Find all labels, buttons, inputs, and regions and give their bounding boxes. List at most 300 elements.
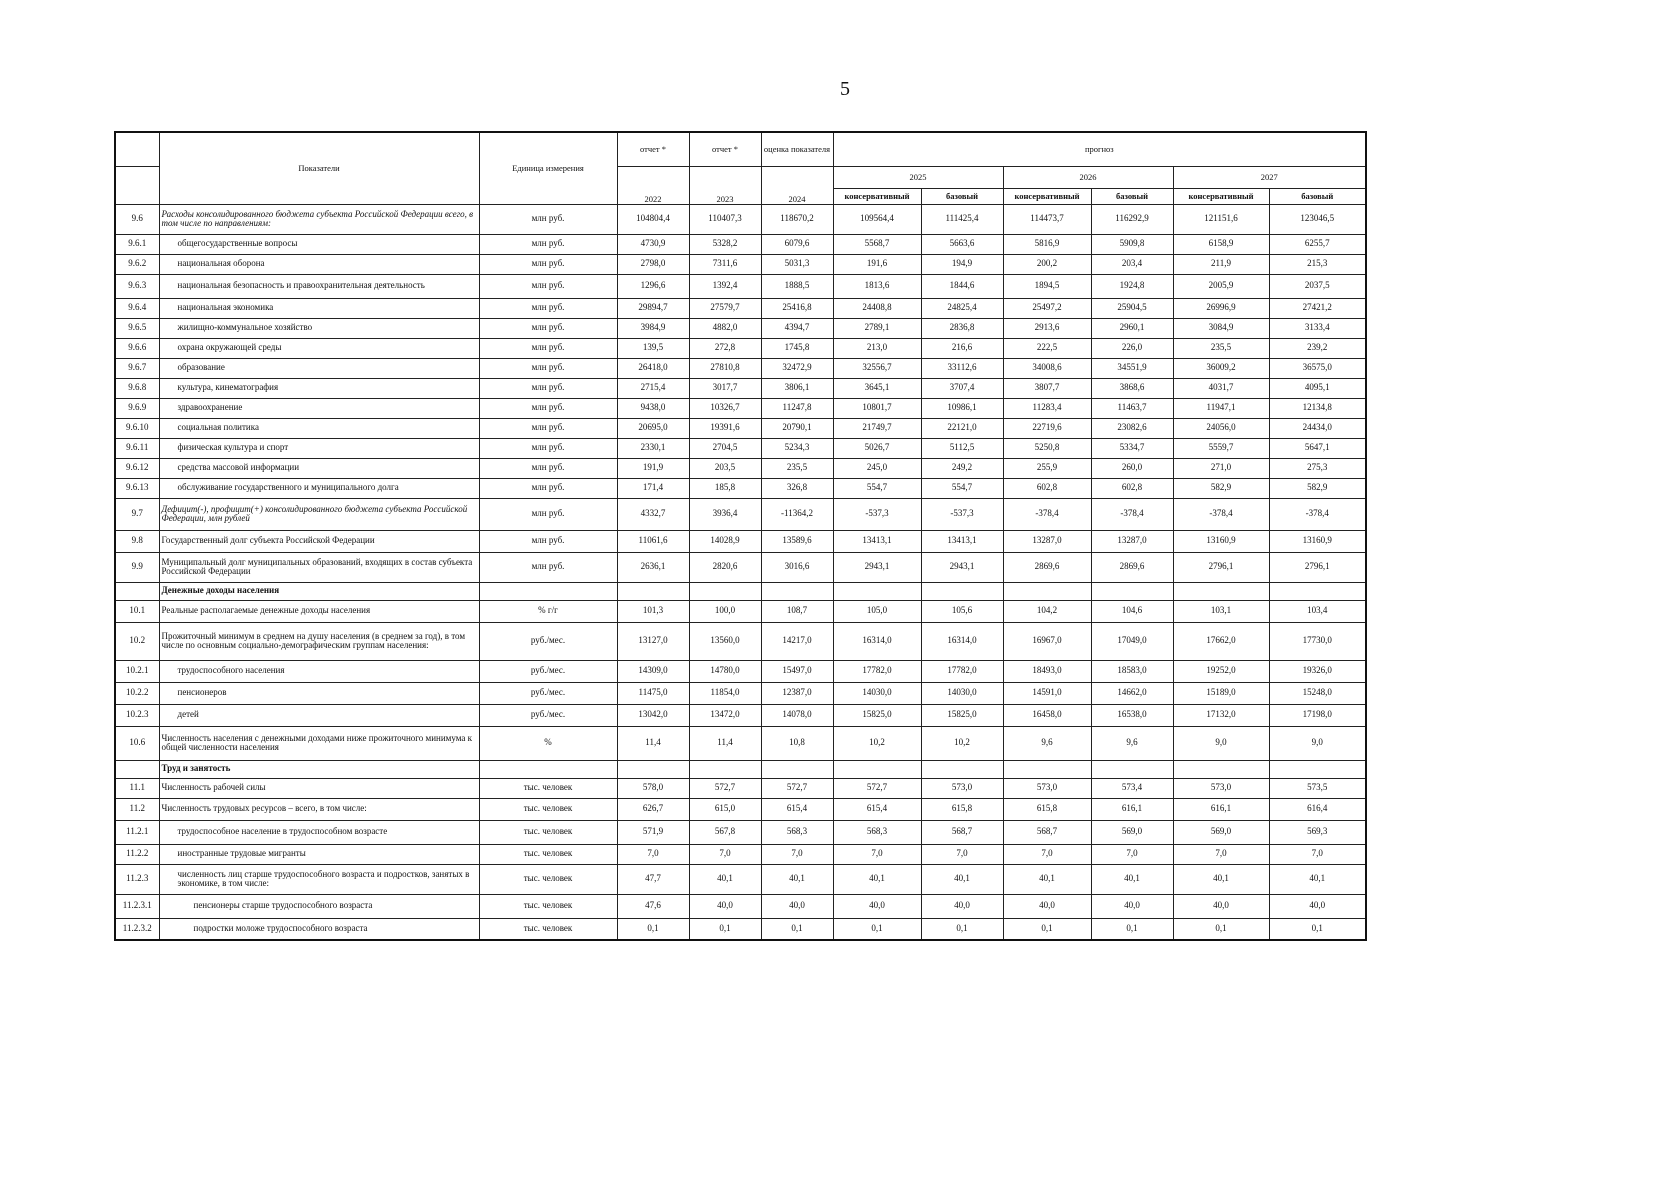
table-row	[115, 798, 1366, 820]
row-value: 24408,8	[833, 298, 921, 318]
row-value: 14030,0	[833, 682, 921, 704]
row-value: 1813,6	[833, 274, 921, 298]
row-unit: млн руб.	[479, 318, 617, 338]
row-unit: млн руб.	[479, 438, 617, 458]
row-value: 36575,0	[1269, 358, 1366, 378]
row-value: 25416,8	[761, 298, 833, 318]
row-value: 245,0	[833, 458, 921, 478]
row-value: 4882,0	[689, 318, 761, 338]
row-value: 573,0	[1003, 778, 1091, 798]
row-value	[761, 582, 833, 600]
row-code: 9.6.11	[115, 438, 159, 458]
table-row	[115, 844, 1366, 864]
row-value: 215,3	[1269, 254, 1366, 274]
row-value: 216,6	[921, 338, 1003, 358]
row-value: 10326,7	[689, 398, 761, 418]
row-value: 616,1	[1091, 798, 1173, 820]
row-value: 40,0	[761, 894, 833, 918]
row-value: 0,1	[921, 918, 1003, 940]
row-code: 11.2	[115, 798, 159, 820]
row-value: 2798,0	[617, 254, 689, 274]
row-value	[1091, 760, 1173, 778]
row-value: 110407,3	[689, 204, 761, 234]
row-value: 104,6	[1091, 600, 1173, 622]
row-value: 568,7	[1003, 820, 1091, 844]
row-value: 40,1	[689, 864, 761, 894]
row-value: 568,3	[833, 820, 921, 844]
row-value: 10,8	[761, 726, 833, 760]
row-value: 13287,0	[1003, 530, 1091, 552]
row-value: 5909,8	[1091, 234, 1173, 254]
row-code: 9.6.6	[115, 338, 159, 358]
row-value: 40,1	[1091, 864, 1173, 894]
row-code: 10.1	[115, 600, 159, 622]
row-value: 5112,5	[921, 438, 1003, 458]
row-value: 16314,0	[921, 622, 1003, 660]
row-value: 569,0	[1091, 820, 1173, 844]
row-value: 24825,4	[921, 298, 1003, 318]
row-value: 7,0	[761, 844, 833, 864]
row-value: 40,0	[689, 894, 761, 918]
table-row	[115, 704, 1366, 726]
row-value: 615,4	[833, 798, 921, 820]
table-row	[115, 378, 1366, 398]
row-value: 26996,9	[1173, 298, 1269, 318]
row-value	[921, 760, 1003, 778]
row-value: 568,7	[921, 820, 1003, 844]
row-value: 0,1	[617, 918, 689, 940]
row-value: 13413,1	[833, 530, 921, 552]
row-value: 3133,4	[1269, 318, 1366, 338]
row-value: 235,5	[1173, 338, 1269, 358]
row-value: 11061,6	[617, 530, 689, 552]
row-code: 10.6	[115, 726, 159, 760]
row-value: 15497,0	[761, 660, 833, 682]
row-value: 5334,7	[1091, 438, 1173, 458]
row-value: 14309,0	[617, 660, 689, 682]
row-indicator-name: физическая культура и спорт	[159, 438, 479, 458]
row-indicator-name: социальная политика	[159, 418, 479, 438]
row-value: 34008,6	[1003, 358, 1091, 378]
row-value: 9,0	[1173, 726, 1269, 760]
table-row	[115, 622, 1366, 660]
row-value: 2796,1	[1269, 552, 1366, 582]
row-value: 104,2	[1003, 600, 1091, 622]
row-unit: млн руб.	[479, 254, 617, 274]
row-value	[689, 760, 761, 778]
row-value: 200,2	[1003, 254, 1091, 274]
table-row	[115, 498, 1366, 530]
row-value: 5663,6	[921, 234, 1003, 254]
row-value: 139,5	[617, 338, 689, 358]
row-value: 2869,6	[1091, 552, 1173, 582]
row-indicator-name: Численность населения с денежными доходами ниже прожиточного минимума к общей численности населения	[159, 726, 479, 760]
row-indicator-name: численность лиц старше трудоспособного возраста и подростков, занятых в экономике, в том числе:	[159, 864, 479, 894]
row-value: 5647,1	[1269, 438, 1366, 458]
row-value: 7,0	[1173, 844, 1269, 864]
row-value	[761, 760, 833, 778]
row-value: 582,9	[1173, 478, 1269, 498]
header-year-2022: 2022	[617, 166, 689, 204]
row-value: 2037,5	[1269, 274, 1366, 298]
row-code: 10.2	[115, 622, 159, 660]
row-value: 15825,0	[833, 704, 921, 726]
row-value: 616,1	[1173, 798, 1269, 820]
row-value: 5568,7	[833, 234, 921, 254]
row-value: 5816,9	[1003, 234, 1091, 254]
row-code: 11.2.2	[115, 844, 159, 864]
row-value: 578,0	[617, 778, 689, 798]
row-value: 10,2	[921, 726, 1003, 760]
row-value: 13589,6	[761, 530, 833, 552]
table-row	[115, 778, 1366, 798]
row-code: 9.6.9	[115, 398, 159, 418]
row-value: 23082,6	[1091, 418, 1173, 438]
row-value: 7,0	[1091, 844, 1173, 864]
row-value	[617, 760, 689, 778]
row-value: 7311,6	[689, 254, 761, 274]
header-report-2023: отчет *	[689, 132, 761, 166]
row-code: 11.2.3.1	[115, 894, 159, 918]
row-value: 104804,4	[617, 204, 689, 234]
row-value: 14591,0	[1003, 682, 1091, 704]
row-value: 27810,8	[689, 358, 761, 378]
row-value: 626,7	[617, 798, 689, 820]
row-value: 573,0	[921, 778, 1003, 798]
row-value: 7,0	[833, 844, 921, 864]
row-value: 0,1	[761, 918, 833, 940]
row-value: 17782,0	[833, 660, 921, 682]
row-value: 26418,0	[617, 358, 689, 378]
row-value: 271,0	[1173, 458, 1269, 478]
row-value: 3936,4	[689, 498, 761, 530]
header-forecast: прогноз	[833, 132, 1366, 166]
row-indicator-name: национальная безопасность и правоохранительная деятельность	[159, 274, 479, 298]
row-value: 569,0	[1173, 820, 1269, 844]
row-value: 226,0	[1091, 338, 1173, 358]
row-value	[1003, 760, 1091, 778]
header-year-2025: 2025	[833, 166, 1003, 188]
row-value: 239,2	[1269, 338, 1366, 358]
row-value: 101,3	[617, 600, 689, 622]
row-value: 19326,0	[1269, 660, 1366, 682]
header-year-2023: 2023	[689, 166, 761, 204]
row-value: 615,0	[689, 798, 761, 820]
row-unit: млн руб.	[479, 234, 617, 254]
table-row	[115, 864, 1366, 894]
header-report-2022: отчет *	[617, 132, 689, 166]
table-row	[115, 254, 1366, 274]
row-value: 7,0	[617, 844, 689, 864]
row-unit: тыс. человек	[479, 894, 617, 918]
row-value: 25497,2	[1003, 298, 1091, 318]
row-value: 4394,7	[761, 318, 833, 338]
row-value: 1894,5	[1003, 274, 1091, 298]
row-value	[1269, 760, 1366, 778]
row-value: 2820,6	[689, 552, 761, 582]
header-indicators: Показатели	[159, 132, 479, 204]
row-value: 616,4	[1269, 798, 1366, 820]
row-value: 40,0	[921, 894, 1003, 918]
row-value: 19252,0	[1173, 660, 1269, 682]
row-value: 191,9	[617, 458, 689, 478]
header-variant-conservative-2026: консервативный	[1003, 188, 1091, 204]
row-value: 3084,9	[1173, 318, 1269, 338]
row-value: 3707,4	[921, 378, 1003, 398]
row-unit: млн руб.	[479, 338, 617, 358]
row-value: 33112,6	[921, 358, 1003, 378]
row-value: 2704,5	[689, 438, 761, 458]
row-value: 16538,0	[1091, 704, 1173, 726]
row-code: 9.6	[115, 204, 159, 234]
row-code: 11.2.1	[115, 820, 159, 844]
header-variant-base-2026: базовый	[1091, 188, 1173, 204]
row-value: 5559,7	[1173, 438, 1269, 458]
row-value: 114473,7	[1003, 204, 1091, 234]
row-value: 22121,0	[921, 418, 1003, 438]
row-value: 6158,9	[1173, 234, 1269, 254]
row-value: 9,6	[1003, 726, 1091, 760]
row-value: 13560,0	[689, 622, 761, 660]
row-value: 17730,0	[1269, 622, 1366, 660]
row-value: 14662,0	[1091, 682, 1173, 704]
row-value: 16967,0	[1003, 622, 1091, 660]
row-unit: руб./мес.	[479, 622, 617, 660]
row-unit: млн руб.	[479, 398, 617, 418]
row-value: 116292,9	[1091, 204, 1173, 234]
row-value: 36009,2	[1173, 358, 1269, 378]
row-value: 11,4	[617, 726, 689, 760]
row-value: 554,7	[833, 478, 921, 498]
row-value: 3645,1	[833, 378, 921, 398]
row-indicator-name: трудоспособного населения	[159, 660, 479, 682]
row-value: 573,4	[1091, 778, 1173, 798]
row-value: 27579,7	[689, 298, 761, 318]
row-value: 105,0	[833, 600, 921, 622]
row-value: 111425,4	[921, 204, 1003, 234]
row-value: 572,7	[833, 778, 921, 798]
row-value: 100,0	[689, 600, 761, 622]
row-value: 203,4	[1091, 254, 1173, 274]
row-value: 13127,0	[617, 622, 689, 660]
row-value: 29894,7	[617, 298, 689, 318]
row-value: 11247,8	[761, 398, 833, 418]
row-value: 13472,0	[689, 704, 761, 726]
row-value: -378,4	[1269, 498, 1366, 530]
row-code: 9.6.1	[115, 234, 159, 254]
row-value: 615,8	[1003, 798, 1091, 820]
row-value: 1888,5	[761, 274, 833, 298]
row-indicator-name: Денежные доходы населения	[159, 582, 479, 600]
row-value: 2960,1	[1091, 318, 1173, 338]
row-value	[689, 582, 761, 600]
row-value: 0,1	[689, 918, 761, 940]
row-value: 568,3	[761, 820, 833, 844]
row-value: 171,4	[617, 478, 689, 498]
row-indicator-name: обслуживание государственного и муниципального долга	[159, 478, 479, 498]
row-value: 18493,0	[1003, 660, 1091, 682]
row-value: 19391,6	[689, 418, 761, 438]
row-value: 123046,5	[1269, 204, 1366, 234]
row-value: 14030,0	[921, 682, 1003, 704]
row-indicator-name: Муниципальный долг муниципальных образований, входящих в состав субъекта Российской Федерации	[159, 552, 479, 582]
row-code: 9.7	[115, 498, 159, 530]
row-value: 5250,8	[1003, 438, 1091, 458]
row-value: 13160,9	[1269, 530, 1366, 552]
row-indicator-name: Прожиточный минимум в среднем на душу населения (в среднем за год), в том числе по основным социально-демографическим группам населения:	[159, 622, 479, 660]
row-value: 10801,7	[833, 398, 921, 418]
table-row	[115, 600, 1366, 622]
table-row	[115, 358, 1366, 378]
row-value: 40,1	[1269, 864, 1366, 894]
header-variant-conservative-2025: консервативный	[833, 188, 921, 204]
row-unit: млн руб.	[479, 478, 617, 498]
row-unit: млн руб.	[479, 552, 617, 582]
row-indicator-name: Труд и занятость	[159, 760, 479, 778]
table-row	[115, 438, 1366, 458]
row-value: 0,1	[1091, 918, 1173, 940]
row-value: -378,4	[1173, 498, 1269, 530]
row-value: 2636,1	[617, 552, 689, 582]
table-row	[115, 234, 1366, 254]
table-row	[115, 418, 1366, 438]
row-value: 7,0	[689, 844, 761, 864]
row-indicator-name: Численность трудовых ресурсов – всего, в том числе:	[159, 798, 479, 820]
row-value: 573,0	[1173, 778, 1269, 798]
row-indicator-name: национальная экономика	[159, 298, 479, 318]
row-value: 17049,0	[1091, 622, 1173, 660]
row-indicator-name: национальная оборона	[159, 254, 479, 274]
row-code: 10.2.1	[115, 660, 159, 682]
table-row	[115, 894, 1366, 918]
row-indicator-name: Государственный долг субъекта Российской Федерации	[159, 530, 479, 552]
row-unit: тыс. человек	[479, 844, 617, 864]
row-indicator-name: охрана окружающей среды	[159, 338, 479, 358]
row-unit: млн руб.	[479, 298, 617, 318]
row-value: 9,0	[1269, 726, 1366, 760]
row-code: 10.2.3	[115, 704, 159, 726]
row-value: 203,5	[689, 458, 761, 478]
row-value: 17198,0	[1269, 704, 1366, 726]
row-value: 2943,1	[833, 552, 921, 582]
row-value: 109564,4	[833, 204, 921, 234]
row-value	[617, 582, 689, 600]
row-value: 554,7	[921, 478, 1003, 498]
row-code	[115, 760, 159, 778]
row-code: 9.6.13	[115, 478, 159, 498]
row-value: 235,5	[761, 458, 833, 478]
row-value: 103,4	[1269, 600, 1366, 622]
header-estimate-2024: оценка показателя	[761, 132, 833, 166]
row-value: 3807,7	[1003, 378, 1091, 398]
row-value: 4095,1	[1269, 378, 1366, 398]
header-variant-base-2025: базовый	[921, 188, 1003, 204]
row-indicator-name: жилищно-коммунальное хозяйство	[159, 318, 479, 338]
row-value: 572,7	[689, 778, 761, 798]
row-unit: тыс. человек	[479, 918, 617, 940]
row-value: 573,5	[1269, 778, 1366, 798]
row-value: 2715,4	[617, 378, 689, 398]
table-row	[115, 298, 1366, 318]
row-indicator-name: общегосударственные вопросы	[159, 234, 479, 254]
row-value: 24056,0	[1173, 418, 1269, 438]
row-value	[921, 582, 1003, 600]
row-value: 34551,9	[1091, 358, 1173, 378]
header-year-2027: 2027	[1173, 166, 1366, 188]
row-value: 21749,7	[833, 418, 921, 438]
header-year-2024: 2024	[761, 166, 833, 204]
row-value: 194,9	[921, 254, 1003, 274]
table-row	[115, 820, 1366, 844]
row-indicator-name: пенсионеров	[159, 682, 479, 704]
row-value: 2330,1	[617, 438, 689, 458]
row-value: 16458,0	[1003, 704, 1091, 726]
row-value: 249,2	[921, 458, 1003, 478]
row-value: 121151,6	[1173, 204, 1269, 234]
row-value: 40,1	[761, 864, 833, 894]
row-unit: тыс. человек	[479, 798, 617, 820]
row-unit: %	[479, 726, 617, 760]
row-value: 185,8	[689, 478, 761, 498]
table-row	[115, 660, 1366, 682]
row-value: 4031,7	[1173, 378, 1269, 398]
row-unit: млн руб.	[479, 530, 617, 552]
row-code: 9.6.12	[115, 458, 159, 478]
row-value: 10,2	[833, 726, 921, 760]
row-value: 32472,9	[761, 358, 833, 378]
row-value: 15825,0	[921, 704, 1003, 726]
row-unit: млн руб.	[479, 498, 617, 530]
row-value	[833, 760, 921, 778]
row-value: 12387,0	[761, 682, 833, 704]
row-code: 9.6.7	[115, 358, 159, 378]
row-value: 14780,0	[689, 660, 761, 682]
row-unit: млн руб.	[479, 418, 617, 438]
row-indicator-name: иностранные трудовые мигранты	[159, 844, 479, 864]
row-value: 0,1	[833, 918, 921, 940]
row-indicator-name: трудоспособное население в трудоспособном возрасте	[159, 820, 479, 844]
table-row	[115, 398, 1366, 418]
table-row	[115, 552, 1366, 582]
row-value: 20790,1	[761, 418, 833, 438]
row-value: 11463,7	[1091, 398, 1173, 418]
row-value: 11283,4	[1003, 398, 1091, 418]
row-value: 11947,1	[1173, 398, 1269, 418]
row-value: 615,8	[921, 798, 1003, 820]
row-value: 7,0	[921, 844, 1003, 864]
row-value: 1844,6	[921, 274, 1003, 298]
row-code: 9.6.5	[115, 318, 159, 338]
row-value: 5026,7	[833, 438, 921, 458]
row-unit	[479, 760, 617, 778]
row-value: 4332,7	[617, 498, 689, 530]
row-value: 260,0	[1091, 458, 1173, 478]
row-value: 103,1	[1173, 600, 1269, 622]
row-indicator-name: подростки моложе трудоспособного возраста	[159, 918, 479, 940]
row-value: 10986,1	[921, 398, 1003, 418]
row-value: 1392,4	[689, 274, 761, 298]
row-value	[1091, 582, 1173, 600]
header-code-cell	[115, 132, 159, 166]
row-value: 14028,9	[689, 530, 761, 552]
table-row	[115, 478, 1366, 498]
forecast-table	[114, 131, 1367, 941]
row-value: 108,7	[761, 600, 833, 622]
row-code: 11.1	[115, 778, 159, 798]
table-body	[115, 204, 1366, 940]
row-value: 24434,0	[1269, 418, 1366, 438]
row-value: 1924,8	[1091, 274, 1173, 298]
